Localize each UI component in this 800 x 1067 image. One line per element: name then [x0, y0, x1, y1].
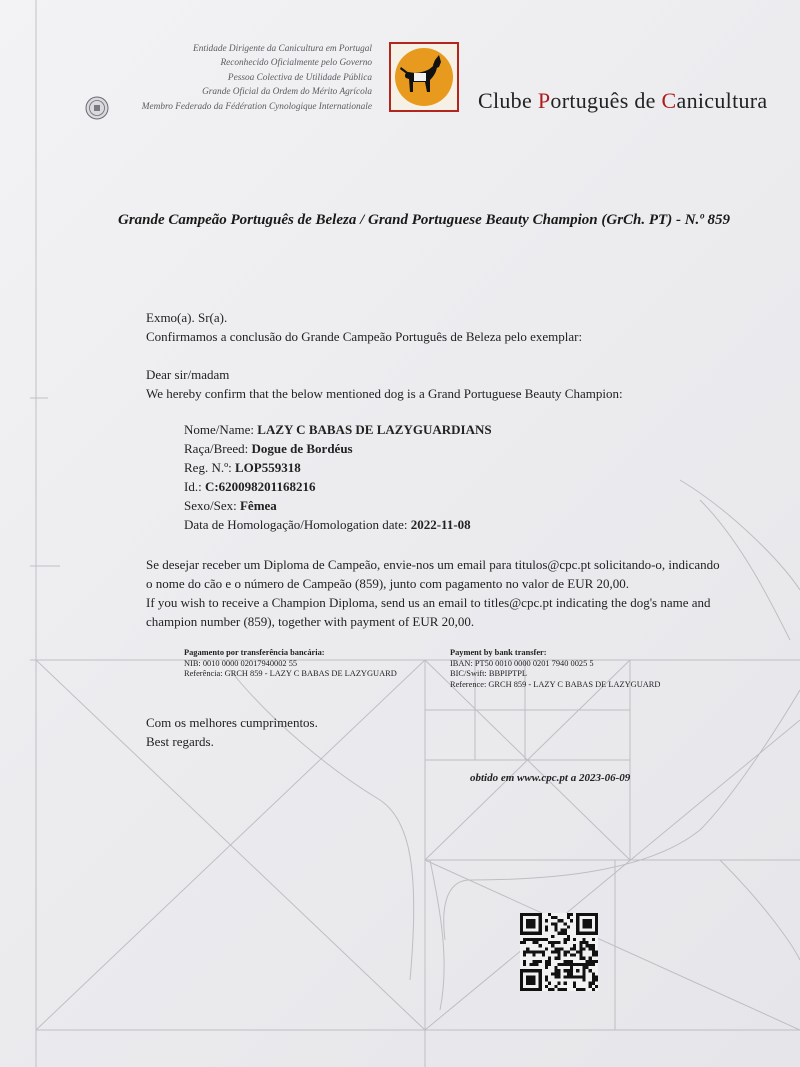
obtained-note: obtido em www.cpc.pt a 2023-06-09	[470, 772, 631, 784]
club-logo-icon	[389, 42, 459, 112]
bank-pt-heading: Pagamento por transferência bancária:	[184, 648, 325, 657]
document-title: Grande Campeão Português de Beleza / Grand Portuguese Beauty Champion (GrCh. PT) - N.º 859	[118, 212, 731, 228]
bank-details-pt	[184, 648, 397, 680]
bank-en-iban: IBAN: PT50 0010 0000 0201 7940 0025 5	[450, 658, 594, 668]
dog-id-row: Id.: C:620098201168216	[184, 479, 316, 494]
confirm-en: We hereby confirm that the below mentioned dog is a Grand Portuguese Beauty Champion:	[146, 386, 623, 401]
order-seal-icon	[85, 96, 109, 120]
qr-code[interactable]	[520, 913, 598, 991]
bank-en-bic: BIC/Swift: BBPIPTPL	[450, 669, 528, 678]
dog-breed-row: Raça/Breed: Dogue de Bordéus	[184, 441, 353, 456]
dog-name-row: Nome/Name: LAZY C BABAS DE LAZYGUARDIANS	[184, 422, 492, 437]
homologation-date-row: Data de Homologação/Homologation date: 2022-11-08	[184, 517, 471, 532]
bank-en-ref: Reference: GRCH 859 - LAZY C BABAS DE LAZYGUARD	[450, 679, 661, 689]
confirm-pt: Confirmamos a conclusão do Grande Campeão Português de Beleza pelo exemplar:	[146, 329, 583, 344]
org-line: Reconhecido Oficialmente pelo Governo	[220, 58, 372, 69]
closing-en: Best regards.	[146, 734, 214, 749]
dog-details	[184, 420, 492, 534]
bank-en-heading: Payment by bank transfer:	[450, 648, 547, 657]
dog-reg-row: Reg. N.º: LOP559318	[184, 460, 301, 475]
diploma-en-line1: If you wish to receive a Champion Diploma, send us an email to titles@cpc.pt indicating the dog's name and	[146, 595, 711, 610]
org-line: Grande Oficial da Ordem do Mérito Agrícola	[202, 87, 372, 98]
club-name: Clube Português de Canicultura	[478, 88, 768, 113]
diploma-pt-line1: Se desejar receber um Diploma de Campeão, envie-nos um email para titulos@cpc.pt solicitando-o, indicando	[146, 557, 720, 572]
diploma-pt-line2: o nome do cão e o número de Campeão (859), junto com pagamento no valor de EUR 20,00.	[146, 576, 630, 591]
bank-details-en	[450, 648, 660, 690]
organization-lines	[100, 42, 372, 114]
org-line: Pessoa Colectiva de Utilidade Pública	[227, 72, 372, 83]
bank-pt-ref: Referência: GRCH 859 - LAZY C BABAS DE LAZYGUARD	[184, 669, 397, 678]
greeting-pt: Exmo(a). Sr(a).	[146, 310, 228, 325]
diploma-en-line2: champion number (859), together with payment of EUR 20,00.	[146, 614, 475, 629]
org-line: Entidade Dirigente da Canicultura em Portugal	[193, 44, 372, 54]
dog-sex-row: Sexo/Sex: Fêmea	[184, 498, 277, 513]
closing-pt: Com os melhores cumprimentos.	[146, 715, 318, 730]
bank-pt-nib: NIB: 0010 0000 02017940002 55	[184, 658, 298, 668]
greeting-en: Dear sir/madam	[146, 367, 230, 382]
org-line: Membro Federado da Fédération Cynologique Internationale	[141, 101, 372, 112]
